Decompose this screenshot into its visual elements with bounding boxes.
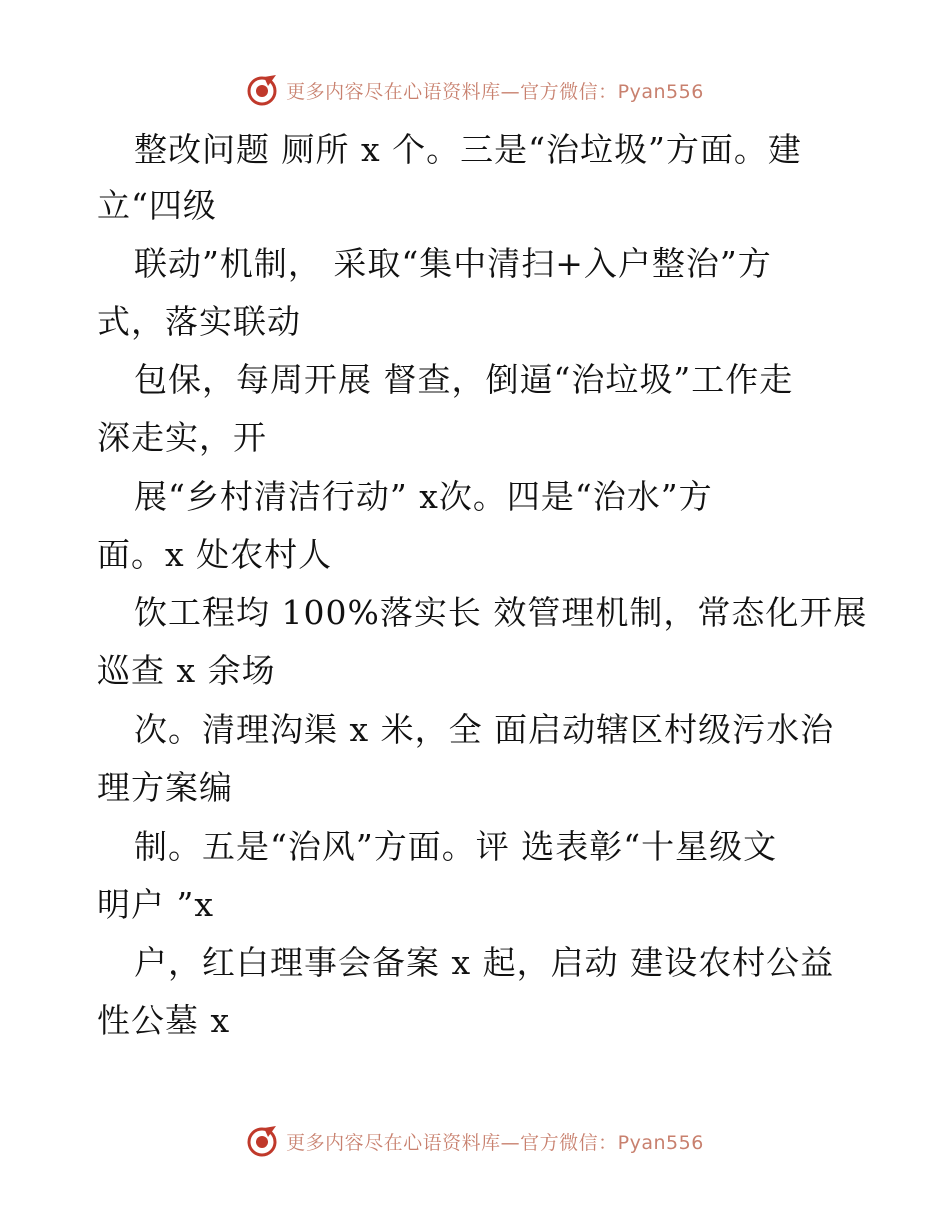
header-watermark [0, 70, 950, 110]
body-line: 深走实，开 [97, 418, 267, 457]
body-line: 制。五是“治风”方面。评 选表彰“十星级文 [134, 827, 778, 866]
body-line: 整改问题 厕所 x 个。三是“治垃圾”方面。建 [134, 130, 802, 169]
quill-seal-logo-icon [246, 1125, 278, 1157]
body-line: 立“四级 [97, 186, 217, 225]
body-line: 式，落实联动 [97, 302, 301, 341]
watermark-text: 更多内容尽在心语资料库—官方微信：Pyan556 [286, 1131, 704, 1154]
watermark-text: 更多内容尽在心语资料库—官方微信：Pyan556 [286, 80, 704, 103]
footer-watermark [0, 1121, 950, 1161]
body-line: 户，红白理事会备案 x 起，启动 建设农村公益 [134, 943, 835, 982]
body-line: 联动”机制， 采取“集中清扫+入户整治”方 [134, 244, 772, 283]
body-line: 巡查 x 余场 [97, 651, 276, 690]
body-line: 次。清理沟渠 x 米，全 面启动辖区村级污水治 [134, 710, 835, 749]
body-line: 明户 ”x [97, 885, 214, 924]
body-line: 理方案编 [97, 768, 233, 807]
body-line: 面。x 处农村人 [97, 535, 333, 574]
body-line: 性公墓 x [97, 1001, 231, 1040]
body-line: 展“乡村清洁行动” x次。四是“治水”方 [134, 477, 713, 516]
quill-seal-logo-icon [246, 74, 278, 106]
body-line: 饮工程均 100%落实长 效管理机制，常态化开展 [134, 593, 868, 632]
body-line: 包保，每周开展 督查，倒逼“治垃圾”工作走 [134, 360, 794, 399]
